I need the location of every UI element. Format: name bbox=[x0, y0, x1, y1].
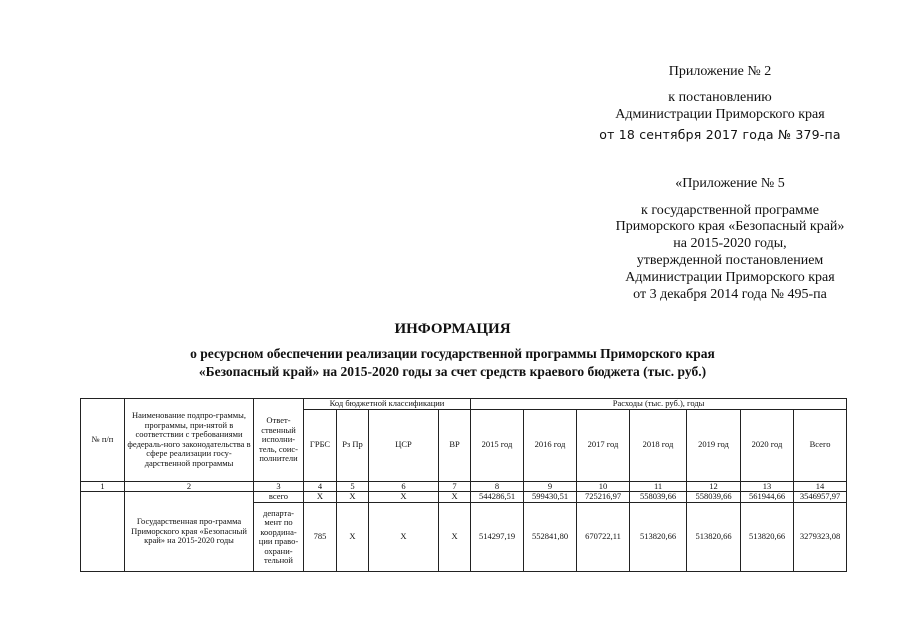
resolution-date-line: от 18 сентября 2017 года № 379-па bbox=[599, 127, 841, 142]
header-year: 2018 год bbox=[630, 409, 687, 481]
column-number: 14 bbox=[794, 481, 847, 492]
column-number: 2 bbox=[125, 481, 254, 492]
code-cell: X bbox=[337, 492, 369, 503]
value-cell: 599430,51 bbox=[524, 492, 577, 503]
responsible-cell: всего bbox=[254, 492, 304, 503]
value-cell: 3279323,08 bbox=[794, 503, 847, 572]
column-number: 11 bbox=[630, 481, 687, 492]
administration-line: Администрации Приморского края bbox=[615, 107, 825, 122]
header-year: 2015 год bbox=[471, 409, 524, 481]
appendix-5-line-3: на 2015-2020 годы, bbox=[673, 236, 787, 251]
code-cell: X bbox=[369, 492, 439, 503]
code-cell: X bbox=[304, 492, 337, 503]
value-cell: 552841,80 bbox=[524, 503, 577, 572]
appendix-2-title: Приложение № 2 bbox=[668, 64, 772, 79]
column-number: 13 bbox=[741, 481, 794, 492]
value-cell: 561944,66 bbox=[741, 492, 794, 503]
value-cell: 3546957,97 bbox=[794, 492, 847, 503]
header-code: Рз Пр bbox=[337, 409, 369, 481]
column-number: 12 bbox=[687, 481, 741, 492]
code-cell: 785 bbox=[304, 503, 337, 572]
column-number: 4 bbox=[304, 481, 337, 492]
value-cell: 558039,66 bbox=[687, 492, 741, 503]
to-resolution-line: к постановлению bbox=[668, 90, 772, 105]
doc-title: ИНФОРМАЦИЯ bbox=[394, 321, 511, 337]
code-cell: X bbox=[337, 503, 369, 572]
header-code: ГРБС bbox=[304, 409, 337, 481]
header-code: ВР bbox=[439, 409, 471, 481]
header-code: ЦСР bbox=[369, 409, 439, 481]
appendix-5-line-5: Администрации Приморского края bbox=[625, 270, 835, 285]
table-row bbox=[81, 492, 847, 503]
table-column-number-row bbox=[81, 481, 847, 492]
table-header-row-1 bbox=[81, 399, 847, 410]
header-responsible: Ответ-ственный исполни-тель, соис-полнители bbox=[254, 399, 304, 482]
column-number: 9 bbox=[524, 481, 577, 492]
header-year: 2019 год bbox=[687, 409, 741, 481]
appendix-5-title: «Приложение № 5 bbox=[675, 176, 785, 191]
column-number: 3 bbox=[254, 481, 304, 492]
value-cell: 513820,66 bbox=[687, 503, 741, 572]
code-cell: X bbox=[369, 503, 439, 572]
doc-subtitle-1: о ресурсном обеспечении реализации государственной программы Приморского края bbox=[190, 346, 715, 361]
program-name-cell: Государственная про-грамма Приморского края «Безопасный край» на 2015-2020 годы bbox=[125, 492, 254, 572]
value-cell: 725216,97 bbox=[577, 492, 630, 503]
value-cell: 670722,11 bbox=[577, 503, 630, 572]
column-number: 10 bbox=[577, 481, 630, 492]
header-year: 2017 год bbox=[577, 409, 630, 481]
header-name: Наименование подпро-граммы, программы, при-нятой в соответствии с требованиями федераль-ного законодательства в сфере реализации госу-дарственной программы bbox=[125, 399, 254, 482]
header-year: 2016 год bbox=[524, 409, 577, 481]
column-number: 5 bbox=[337, 481, 369, 492]
resource-table bbox=[80, 398, 847, 572]
header-year: Всего bbox=[794, 409, 847, 481]
column-number: 6 bbox=[369, 481, 439, 492]
value-cell: 514297,19 bbox=[471, 503, 524, 572]
column-number: 7 bbox=[439, 481, 471, 492]
column-number: 8 bbox=[471, 481, 524, 492]
responsible-cell: департа-мент по координа-ции право-охрани-тельной bbox=[254, 503, 304, 572]
appendix-5-line-1: к государственной программе bbox=[641, 203, 819, 218]
column-number: 1 bbox=[81, 481, 125, 492]
header-year: 2020 год bbox=[741, 409, 794, 481]
value-cell: 513820,66 bbox=[741, 503, 794, 572]
appendix-5-line-6: от 3 декабря 2014 года № 495-па bbox=[633, 287, 827, 302]
code-cell: X bbox=[439, 503, 471, 572]
header-budget-code-group: Код бюджетной классификации bbox=[304, 399, 471, 410]
header-expenses-group: Расходы (тыс. руб.), годы bbox=[471, 399, 847, 410]
doc-subtitle-2: «Безопасный край» на 2015-2020 годы за счет средств краевого бюджета (тыс. руб.) bbox=[198, 364, 707, 379]
appendix-5-line-2: Приморского края «Безопасный край» bbox=[615, 219, 845, 234]
value-cell: 544286,51 bbox=[471, 492, 524, 503]
value-cell: 558039,66 bbox=[630, 492, 687, 503]
header-num: № п/п bbox=[81, 399, 125, 482]
appendix-5-line-4: утвержденной постановлением bbox=[636, 253, 824, 268]
code-cell: X bbox=[439, 492, 471, 503]
row-number-cell bbox=[81, 492, 125, 572]
value-cell: 513820,66 bbox=[630, 503, 687, 572]
